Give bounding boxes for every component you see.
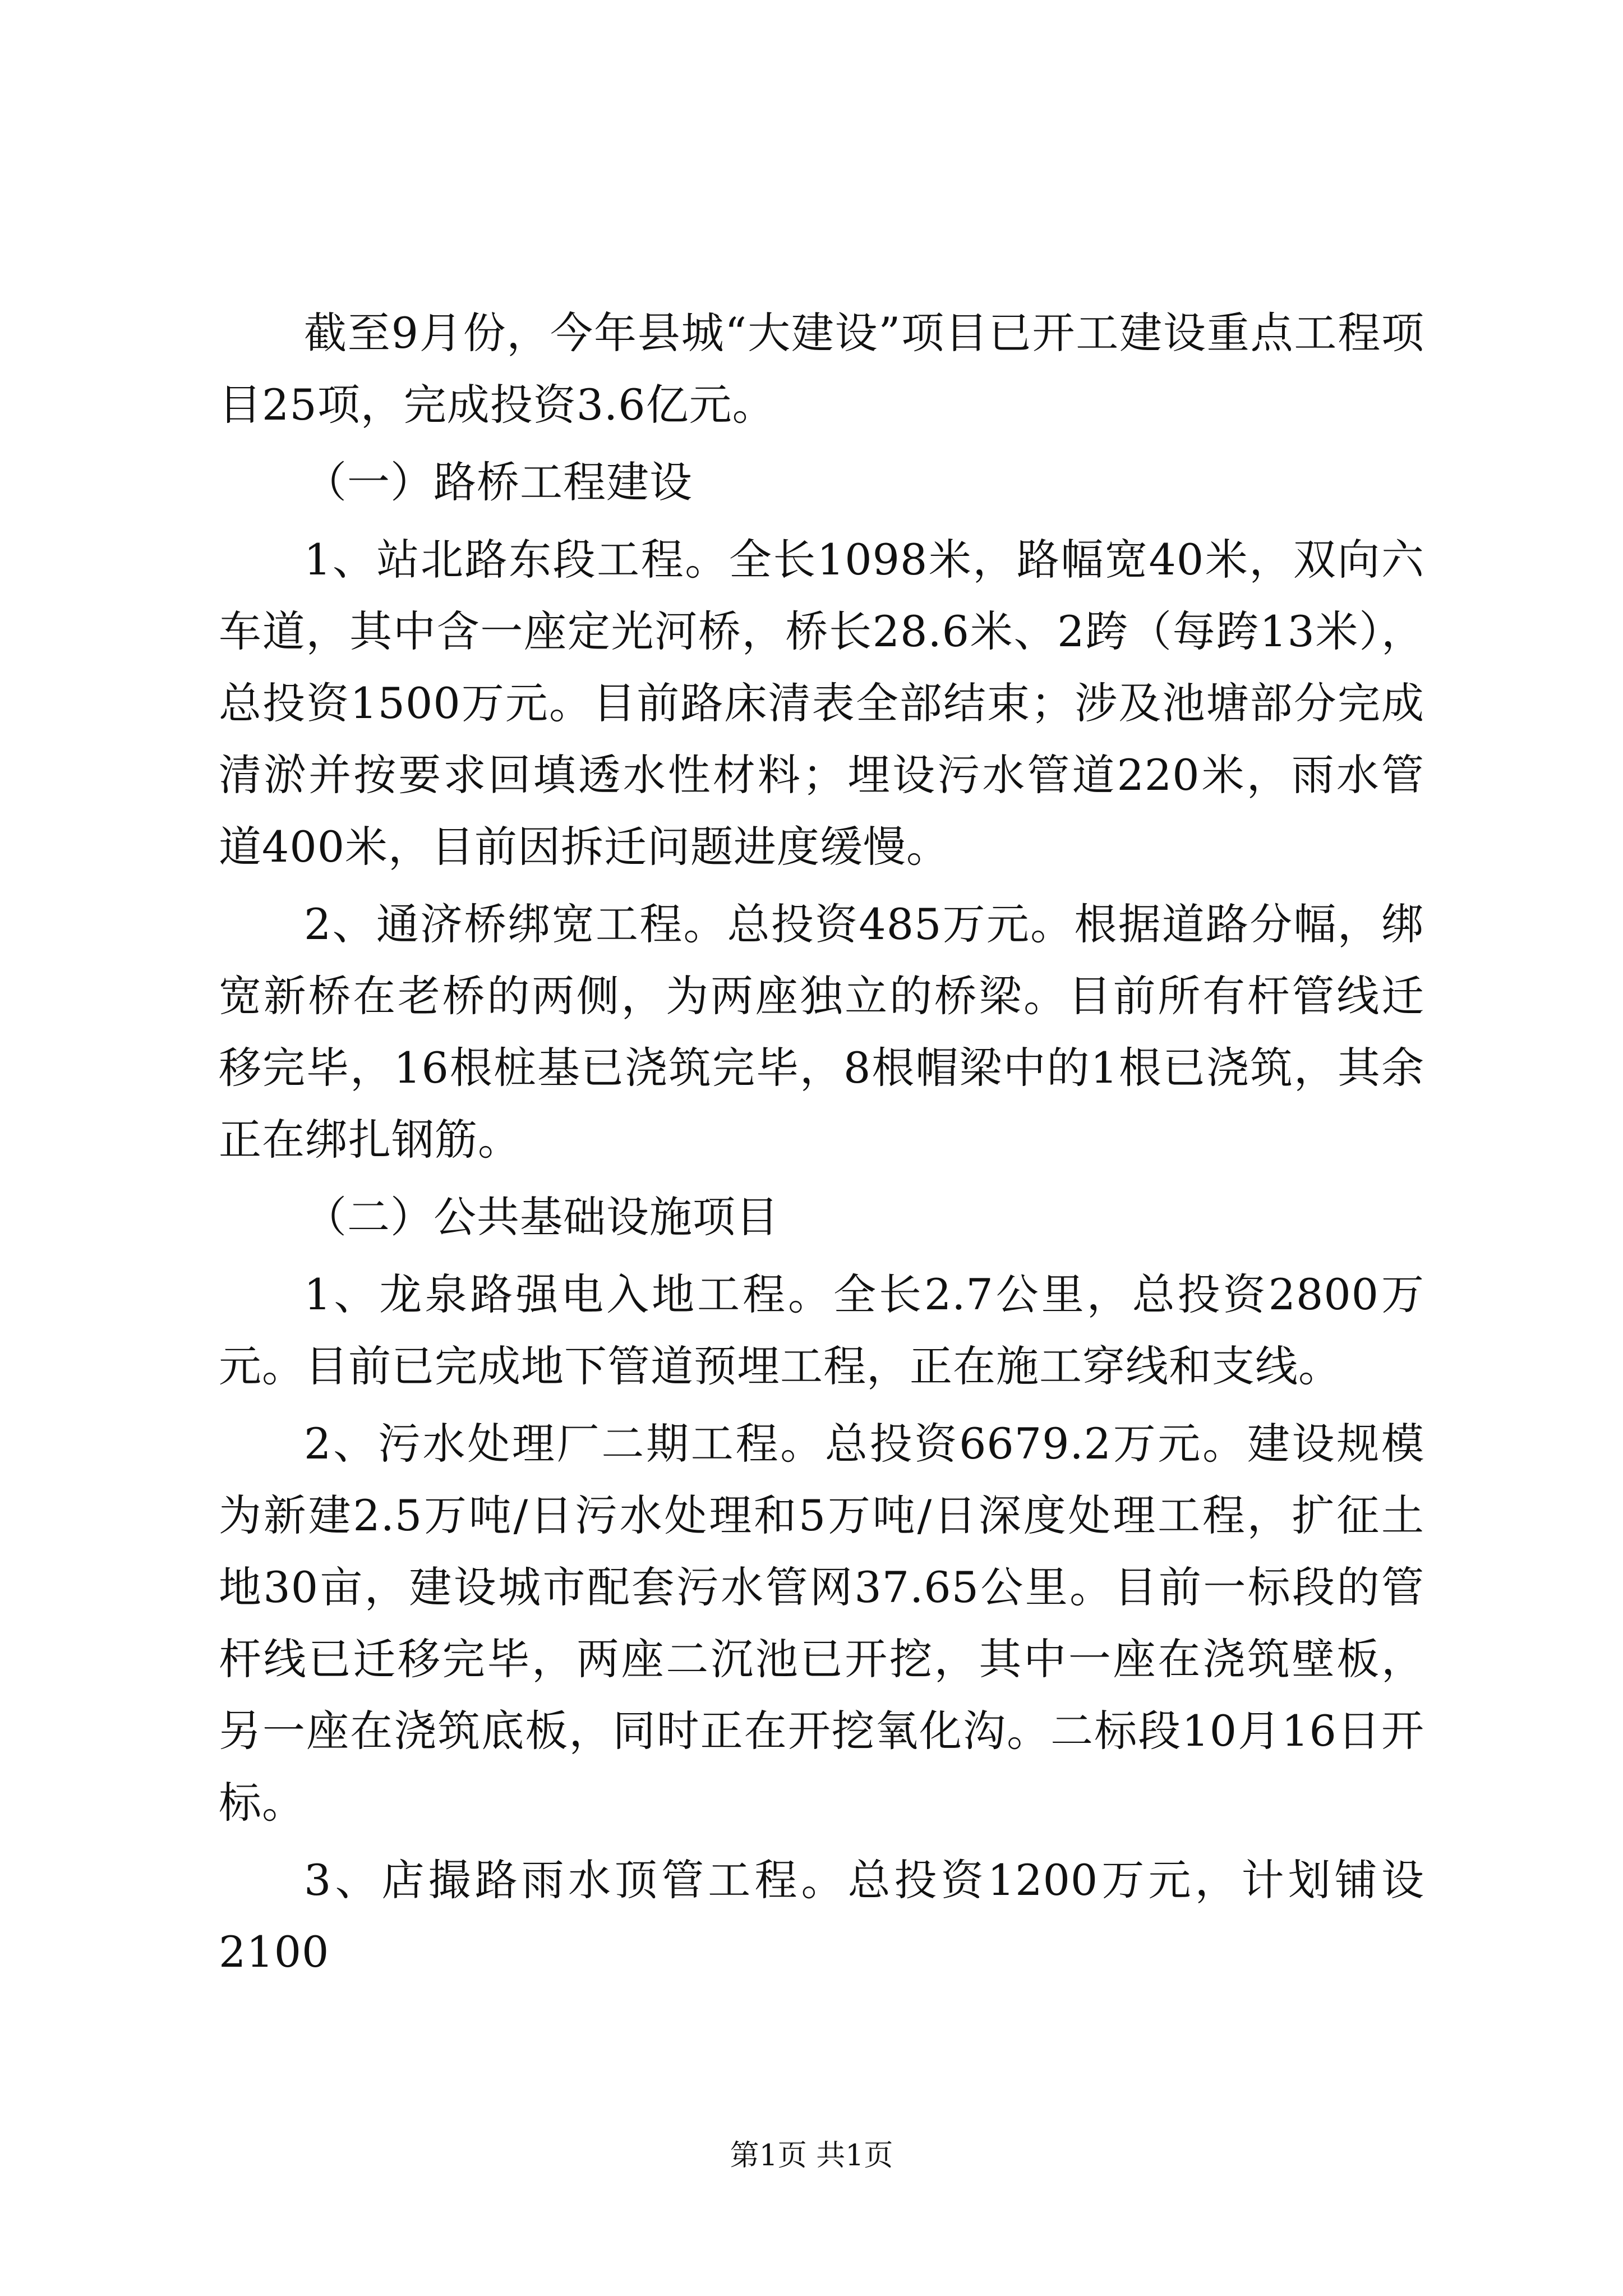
paragraph-summary: 截至9月份，今年县城“大建设”项目已开工建设重点工程项目25项，完成投资3.6亿元。 xyxy=(219,308,1424,430)
paragraph-sewage-plant: 2、污水处理厂二期工程。总投资6679.2万元。建设规模为新建2.5万吨/日污水处理和5万吨/日深度处理工程，扩征土地30亩，建设城市配套污水管网37.65公里。目前一标段的管杆线已迁移完毕，两座二沉池已开挖，其中一座在浇筑壁板，另一座在浇筑底板，同时正在开挖氧化沟。二标段10月16日开标。 xyxy=(219,1419,1424,1828)
section-heading-road-bridge: （一）路桥工程建设 xyxy=(304,457,693,507)
paragraph-tongji-bridge: 2、通济桥绑宽工程。总投资485万元。根据道路分幅，绑宽新桥在老桥的两侧，为两座独立的桥梁。目前所有杆管线迁移完毕，16根桩基已浇筑完毕，8根帽梁中的1根已浇筑，其余正在绑扎钢筋。 xyxy=(219,899,1424,1165)
paragraph-zhanbei-road: 1、站北路东段工程。全长1098米，路幅宽40米，双向六车道，其中含一座定光河桥，桥长28.6米、2跨（每跨13米），总投资1500万元。目前路床清表全部结束；涉及池塘部分完成清淤并按要求回填透水性材料；埋设污水管道220米，雨水管道400米，目前因拆迁问题进度缓慢。 xyxy=(219,535,1424,872)
paragraph-diancuo-road: 3、店撮路雨水顶管工程。总投资1200万元，计划铺设2100 xyxy=(219,1855,1424,1977)
document-body xyxy=(219,297,1424,1994)
section-heading-public-infrastructure: （二）公共基础设施项目 xyxy=(304,1192,779,1242)
paragraph-longquan-road: 1、龙泉路强电入地工程。全长2.7公里，总投资2800万元。目前已完成地下管道预埋工程，正在施工穿线和支线。 xyxy=(219,1269,1424,1391)
page-footer: 第1页 共1页 xyxy=(730,2139,893,2173)
